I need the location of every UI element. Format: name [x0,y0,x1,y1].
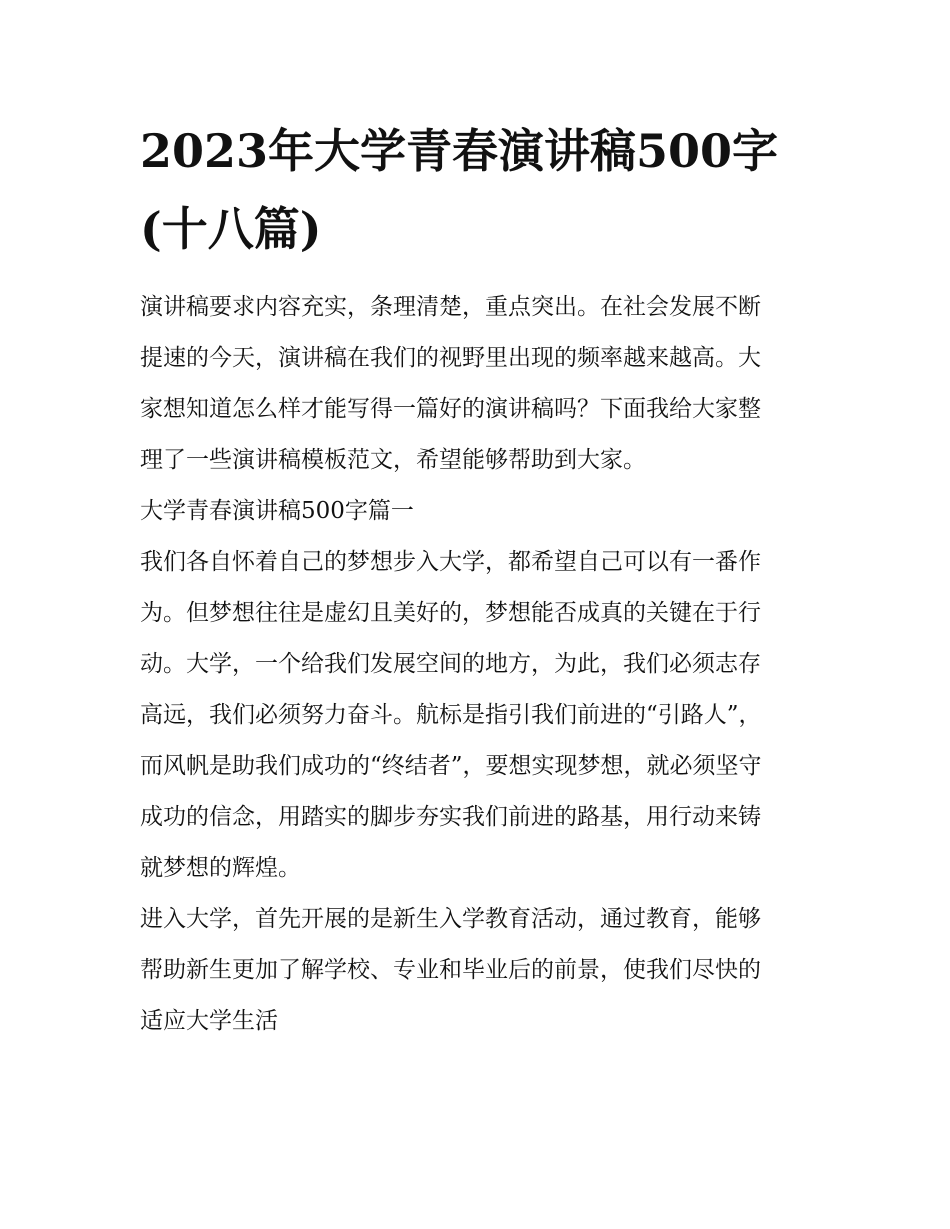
paragraph-line: 适应大学生活 [140,1008,278,1034]
paragraph-line: 而风帆是助我们成功的“终结者”，要想实现梦想，就必须坚守 [140,753,762,779]
paragraph-line: 进入大学，首先开展的是新生入学教育活动，通过教育，能够 [140,906,761,932]
title-line-1: 2023年大学青春演讲稿500字 [140,124,779,178]
paragraph-line: 为。但梦想往往是虚幻且美好的，梦想能否成真的关键在于行 [140,600,761,626]
intro-line: 演讲稿要求内容充实，条理清楚，重点突出。在社会发展不断 [140,294,761,320]
paragraph-line: 帮助新生更加了解学校、专业和毕业后的前景，使我们尽快的 [140,957,761,983]
intro-line: 家想知道怎么样才能写得一篇好的演讲稿吗？下面我给大家整 [140,396,761,422]
intro-paragraph [140,282,812,486]
intro-line: 理了一些演讲稿模板范文，希望能够帮助到大家。 [140,447,646,473]
paragraph-line: 动。大学，一个给我们发展空间的地方，为此，我们必须志存 [140,651,761,677]
document-title [140,112,812,268]
document-page [140,112,812,1047]
paragraph-line: 我们各自怀着自己的梦想步入大学，都希望自己可以有一番作 [140,549,761,575]
body-paragraph-2 [140,894,812,1047]
paragraph-line: 就梦想的辉煌。 [140,855,301,881]
title-line-2: (十八篇) [140,202,322,256]
section-heading: 大学青春演讲稿500字篇一 [140,498,414,524]
body-paragraph-1 [140,537,812,894]
paragraph-line: 高远，我们必须努力奋斗。航标是指引我们前进的“引路人”， [140,702,762,728]
intro-line: 提速的今天，演讲稿在我们的视野里出现的频率越来越高。大 [140,345,761,371]
paragraph-line: 成功的信念，用踏实的脚步夯实我们前进的路基，用行动来铸 [140,804,761,830]
